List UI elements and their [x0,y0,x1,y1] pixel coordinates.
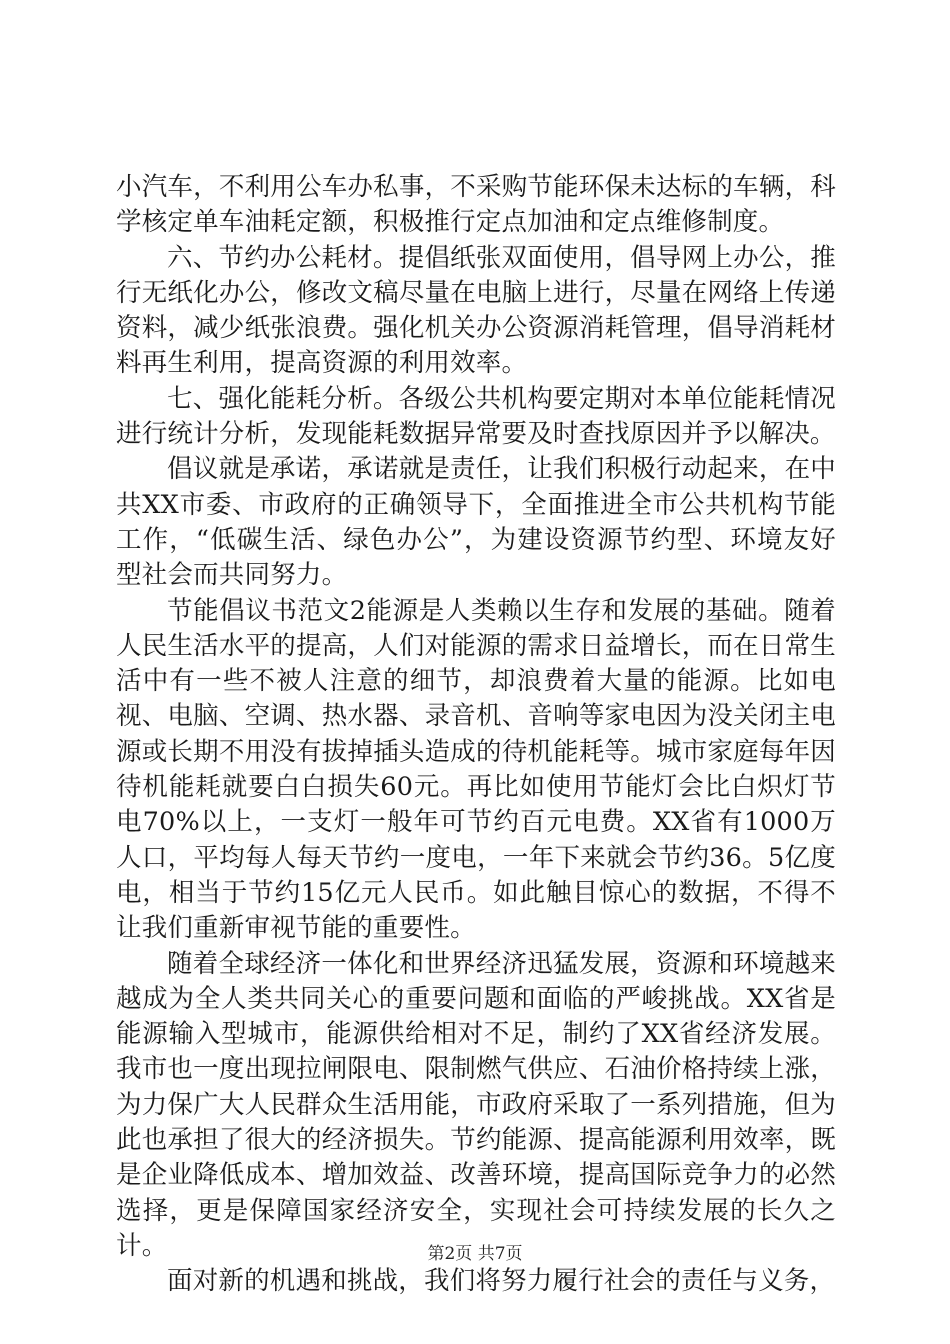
paragraph-new-challenges: 面对新的机遇和挑战，我们将努力履行社会的责任与义务， [167,1266,836,1297]
paragraph-global-economy: 随着全球经济一体化和世界经济迅猛发展，资源和环境越来越成为全人类共同关心的重要问题和面临的严峻挑战。XX省是能源输入型城市，能源供给相对不足，制约了XX省经济发展。我市也一度出现拉闸限电、限制燃气供应、石油价格持续上涨，为力保广大人民群众生活用能，市政府采取了一系列措施，但为此也承担了很大的经济损失。节约能源、提高能源利用效率，既是企业降低成本、增加效益、改善环境，提高国际竞争力的必然选择，更是保障国家经济安全，实现社会可持续发展的长久之计。 [116,948,836,1261]
paragraph-continuation: 小汽车，不利用公车办私事，不采购节能环保未达标的车辆，科学核定单车油耗定额，积极推行定点加油和定点维修制度。 [116,172,836,238]
document-body [116,170,836,1300]
paragraph-initiative-commitment: 倡议就是承诺，承诺就是责任，让我们积极行动起来，在中共XX市委、市政府的正确领导下，全面推进全市公共机构节能工作，“低碳生活、绿色办公”，为建设资源节约型、环境友好型社会而共同努力。 [116,454,836,591]
paragraph-energy-analysis: 七、强化能耗分析。各级公共机构要定期对本单位能耗情况进行统计分析，发现能耗数据异常要及时查找原因并予以解决。 [116,383,836,450]
paragraph-sample-2-intro: 节能倡议书范文2能源是人类赖以生存和发展的基础。随着人民生活水平的提高，人们对能源的需求日益增长，而在日常生活中有一些不被人注意的细节，却浪费着大量的能源。比如电视、电脑、空调、热水器、录音机、音响等家电因为没关闭主电源或长期不用没有拔掉插头造成的待机能耗等。城市家庭每年因待机能耗就要白白损失60元。再比如使用节能灯会比白炽灯节电70%以上，一支灯一般年可节约百元电费。XX省有1000万人口，平均每人每天节约一度电，一年下来就会节约36。5亿度电，相当于节约15亿元人民币。如此触目惊心的数据，不得不让我们重新审视节能的重要性。 [116,595,836,944]
page-footer [0,1244,950,1264]
page-number-label: 第2页 共7页 [427,1244,523,1264]
paragraph-save-office-supplies: 六、节约办公耗材。提倡纸张双面使用，倡导网上办公，推行无纸化办公，修改文稿尽量在电脑上进行，尽量在网络上传递资料，减少纸张浪费。强化机关办公资源消耗管理，倡导消耗材料再生利用，提高资源的利用效率。 [116,242,836,379]
